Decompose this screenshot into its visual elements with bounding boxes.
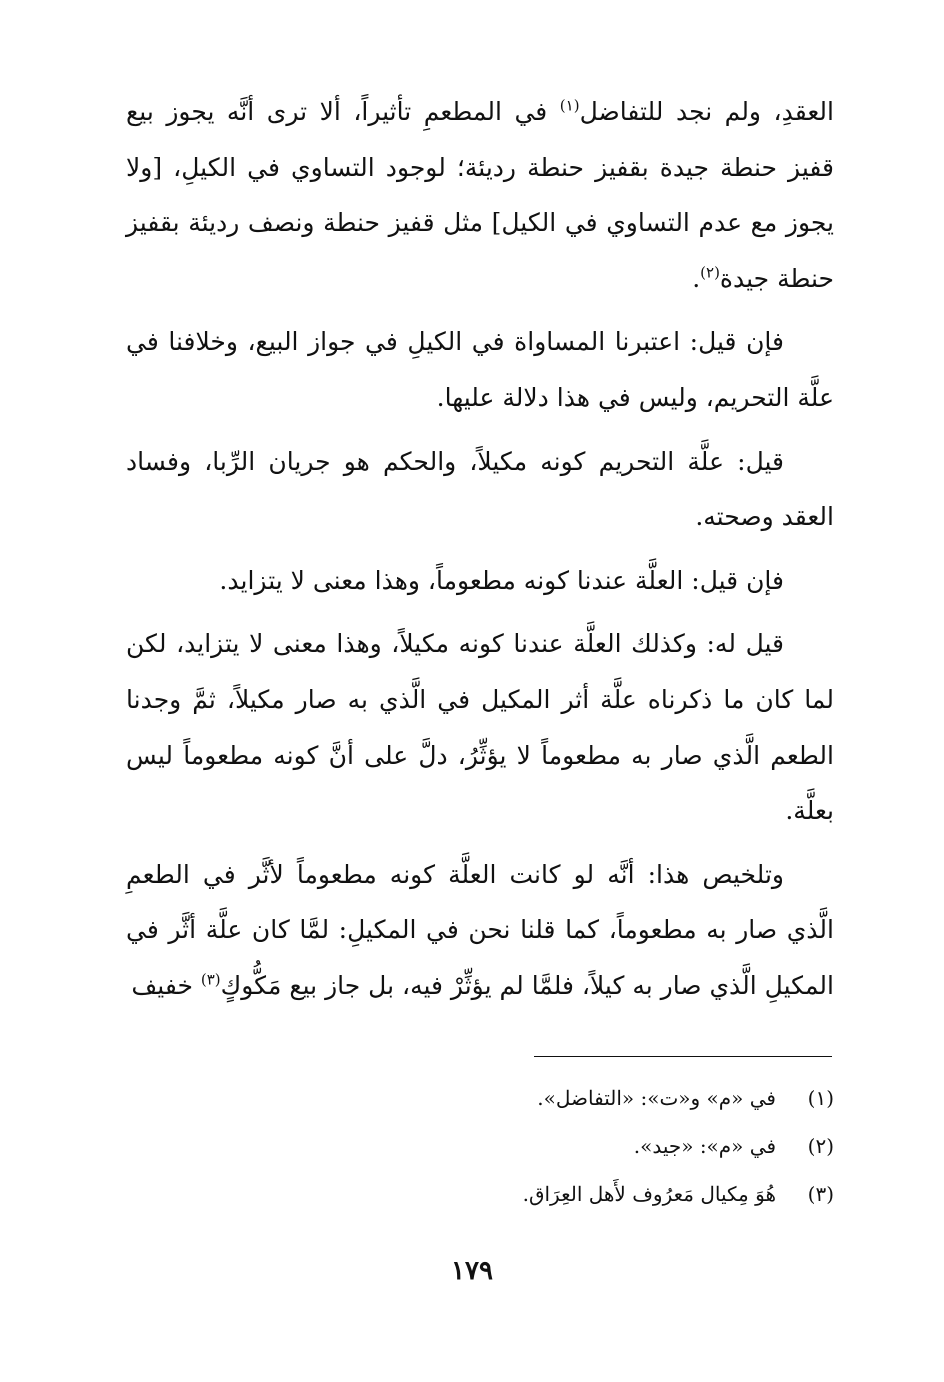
paragraph-2: فإن قيل: اعتبرنا المساواة في الكيلِ في جواز البيع، وخلافنا في علَّة التحريم، وليس في هذا دلالة عليها. (126, 327, 834, 412)
footnotes (300, 1074, 834, 1218)
footnote-3-number: (٣) (807, 1182, 834, 1206)
footnote-ref-3: (٣) (200, 970, 221, 989)
main-text (126, 84, 834, 1022)
footnote-2 (300, 1122, 834, 1170)
footnote-2-text: في «م»: «جيد». (633, 1134, 776, 1158)
paragraph-1-text-a: العقدِ، ولم نجد للتفاضل (579, 97, 834, 126)
page-number: ١٧٩ (451, 1256, 493, 1286)
paragraph-4: فإن قيل: العلَّة عندنا كونه مطعوماً، وهذا معنى لا يتزايد. (219, 565, 784, 595)
paragraph-1-text-b: في المطعمِ تأثيراً، ألا ترى أنَّه يجوز بيع قفيز حنطة جيدة بقفيز حنطة رديئة؛ لوجود التساوي في الكيلِ، [ولا يجوز مع عدم التساوي في الكيل] مثل قفيز حنطة ونصف رديئة بقفيز حنطة جيدة (126, 97, 834, 293)
paragraph-1-text-c: . (692, 263, 701, 293)
paragraph-6 (126, 847, 834, 1014)
footnote-1-text: في «م» و«ت»: «التفاضل». (537, 1086, 776, 1110)
paragraph-3: قيل: علَّة التحريم كونه مكيلاً، والحكم هو جريان الرِّبا، وفساد العقد وصحته. (126, 446, 834, 532)
footnote-1-number: (١) (807, 1086, 834, 1110)
footnote-3 (300, 1170, 834, 1218)
paragraph-6-text-b: خفيف (131, 970, 201, 1000)
footnote-ref-1: (١) (559, 96, 580, 115)
footnote-3-text: هُوَ مِكيال مَعرُوف لأَهل العِرَاق. (522, 1182, 776, 1206)
footnote-divider (534, 1056, 832, 1057)
paragraph-5: قيل له: وكذلك العلَّة عندنا كونه مكيلاً، وهذا معنى لا يتزايد، لكن لما كان ما ذكرناه علَّة أثر المكيل في الَّذي به صار مكيلاً، ثمَّ وجدنا الطعم الَّذي صار به مطعوماً لا يؤثِّرُ، دلَّ على أنَّ كونه مطعوماً ليس بعلَّة. (126, 629, 834, 826)
paragraph-1 (126, 84, 834, 306)
paragraph-6-text-a: وتلخيص هذا: أنَّه لو كانت العلَّة كونه مطعوماً لأثَّر في الطعمِ الَّذي صار به مطعوماً، كما قلنا نحن في المكيلِ: لمَّا كان علَّة أثَّر في المكيلِ الَّذي صار به كيلاً، فلمَّا لم يؤثِّرْ فيه، بل جاز بيع مَكُّوكٍ (126, 859, 834, 1000)
footnote-ref-2: (٢) (700, 263, 720, 282)
footnote-1 (300, 1074, 834, 1122)
footnote-2-number: (٢) (807, 1134, 834, 1158)
